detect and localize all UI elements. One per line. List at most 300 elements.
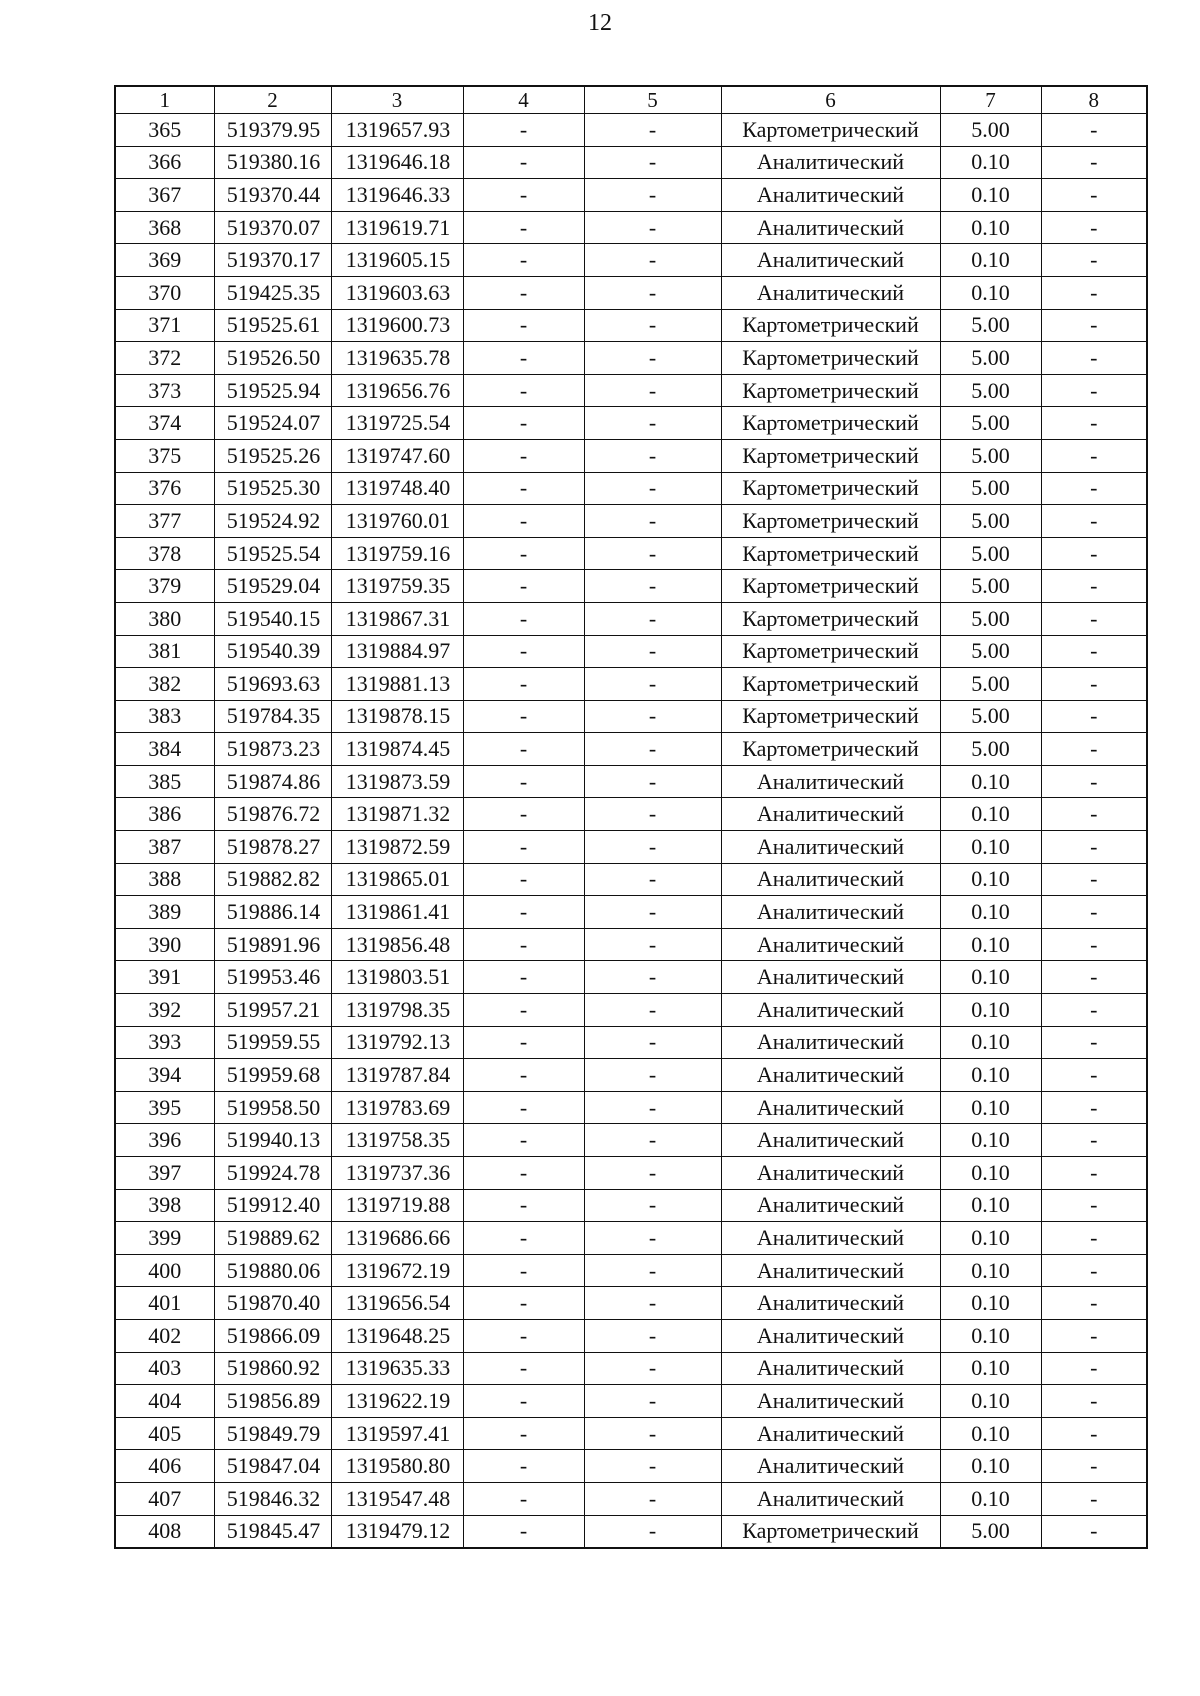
column-header: 3 xyxy=(331,86,463,114)
x-coordinate-cell: 519847.04 xyxy=(214,1450,331,1483)
y-coordinate-cell: 1319747.60 xyxy=(331,439,463,472)
col8-cell: - xyxy=(1041,1091,1147,1124)
x-coordinate-cell: 519953.46 xyxy=(214,961,331,994)
table-row xyxy=(115,1189,1147,1222)
y-coordinate-cell: 1319737.36 xyxy=(331,1157,463,1190)
method-cell: Аналитический xyxy=(721,1254,940,1287)
col8-cell: - xyxy=(1041,994,1147,1027)
accuracy-cell: 0.10 xyxy=(940,179,1041,212)
y-coordinate-cell: 1319803.51 xyxy=(331,961,463,994)
method-cell: Аналитический xyxy=(721,1026,940,1059)
col8-cell: - xyxy=(1041,1026,1147,1059)
accuracy-cell: 0.10 xyxy=(940,1157,1041,1190)
point-number-cell: 367 xyxy=(115,179,214,212)
x-coordinate-cell: 519525.26 xyxy=(214,439,331,472)
col8-cell: - xyxy=(1041,439,1147,472)
col5-cell: - xyxy=(584,342,721,375)
col5-cell: - xyxy=(584,1417,721,1450)
col8-cell: - xyxy=(1041,1059,1147,1092)
col4-cell: - xyxy=(463,831,584,864)
point-number-cell: 390 xyxy=(115,928,214,961)
x-coordinate-cell: 519425.35 xyxy=(214,276,331,309)
method-cell: Картометрический xyxy=(721,1515,940,1548)
y-coordinate-cell: 1319873.59 xyxy=(331,765,463,798)
x-coordinate-cell: 519959.68 xyxy=(214,1059,331,1092)
col4-cell: - xyxy=(463,635,584,668)
method-cell: Аналитический xyxy=(721,1157,940,1190)
x-coordinate-cell: 519959.55 xyxy=(214,1026,331,1059)
method-cell: Аналитический xyxy=(721,863,940,896)
col5-cell: - xyxy=(584,1189,721,1222)
accuracy-cell: 5.00 xyxy=(940,570,1041,603)
method-cell: Картометрический xyxy=(721,342,940,375)
col5-cell: - xyxy=(584,146,721,179)
y-coordinate-cell: 1319878.15 xyxy=(331,700,463,733)
method-cell: Аналитический xyxy=(721,1222,940,1255)
col4-cell: - xyxy=(463,961,584,994)
col4-cell: - xyxy=(463,1124,584,1157)
col5-cell: - xyxy=(584,1059,721,1092)
column-header: 4 xyxy=(463,86,584,114)
y-coordinate-cell: 1319635.33 xyxy=(331,1352,463,1385)
point-number-cell: 369 xyxy=(115,244,214,277)
col5-cell: - xyxy=(584,733,721,766)
col5-cell: - xyxy=(584,374,721,407)
table-row xyxy=(115,1254,1147,1287)
col4-cell: - xyxy=(463,896,584,929)
accuracy-cell: 0.10 xyxy=(940,994,1041,1027)
method-cell: Аналитический xyxy=(721,1091,940,1124)
col8-cell: - xyxy=(1041,276,1147,309)
col4-cell: - xyxy=(463,1515,584,1548)
point-number-cell: 384 xyxy=(115,733,214,766)
col8-cell: - xyxy=(1041,733,1147,766)
table-row xyxy=(115,472,1147,505)
table-row xyxy=(115,896,1147,929)
x-coordinate-cell: 519873.23 xyxy=(214,733,331,766)
accuracy-cell: 0.10 xyxy=(940,1482,1041,1515)
table-row xyxy=(115,342,1147,375)
col4-cell: - xyxy=(463,765,584,798)
y-coordinate-cell: 1319603.63 xyxy=(331,276,463,309)
accuracy-cell: 0.10 xyxy=(940,1189,1041,1222)
col5-cell: - xyxy=(584,765,721,798)
table-row xyxy=(115,863,1147,896)
y-coordinate-cell: 1319597.41 xyxy=(331,1417,463,1450)
col5-cell: - xyxy=(584,1254,721,1287)
point-number-cell: 373 xyxy=(115,374,214,407)
y-coordinate-cell: 1319725.54 xyxy=(331,407,463,440)
table-row xyxy=(115,146,1147,179)
x-coordinate-cell: 519846.32 xyxy=(214,1482,331,1515)
col4-cell: - xyxy=(463,1059,584,1092)
col8-cell: - xyxy=(1041,765,1147,798)
x-coordinate-cell: 519891.96 xyxy=(214,928,331,961)
table-row xyxy=(115,635,1147,668)
table-row xyxy=(115,1287,1147,1320)
accuracy-cell: 5.00 xyxy=(940,700,1041,733)
table-row xyxy=(115,961,1147,994)
col5-cell: - xyxy=(584,896,721,929)
col4-cell: - xyxy=(463,1482,584,1515)
table-row xyxy=(115,1222,1147,1255)
point-number-cell: 398 xyxy=(115,1189,214,1222)
col4-cell: - xyxy=(463,798,584,831)
x-coordinate-cell: 519940.13 xyxy=(214,1124,331,1157)
col4-cell: - xyxy=(463,668,584,701)
method-cell: Картометрический xyxy=(721,407,940,440)
accuracy-cell: 5.00 xyxy=(940,1515,1041,1548)
accuracy-cell: 5.00 xyxy=(940,505,1041,538)
col5-cell: - xyxy=(584,1091,721,1124)
method-cell: Картометрический xyxy=(721,733,940,766)
point-number-cell: 391 xyxy=(115,961,214,994)
col5-cell: - xyxy=(584,994,721,1027)
column-header: 6 xyxy=(721,86,940,114)
x-coordinate-cell: 519540.15 xyxy=(214,602,331,635)
page-number: 12 xyxy=(588,10,612,36)
column-header: 2 xyxy=(214,86,331,114)
method-cell: Картометрический xyxy=(721,668,940,701)
col8-cell: - xyxy=(1041,179,1147,212)
col5-cell: - xyxy=(584,407,721,440)
y-coordinate-cell: 1319605.15 xyxy=(331,244,463,277)
method-cell: Картометрический xyxy=(721,472,940,505)
x-coordinate-cell: 519526.50 xyxy=(214,342,331,375)
col8-cell: - xyxy=(1041,211,1147,244)
x-coordinate-cell: 519524.07 xyxy=(214,407,331,440)
col4-cell: - xyxy=(463,1385,584,1418)
point-number-cell: 396 xyxy=(115,1124,214,1157)
x-coordinate-cell: 519370.07 xyxy=(214,211,331,244)
point-number-cell: 366 xyxy=(115,146,214,179)
y-coordinate-cell: 1319758.35 xyxy=(331,1124,463,1157)
col4-cell: - xyxy=(463,244,584,277)
col5-cell: - xyxy=(584,1157,721,1190)
y-coordinate-cell: 1319646.18 xyxy=(331,146,463,179)
accuracy-cell: 0.10 xyxy=(940,244,1041,277)
col4-cell: - xyxy=(463,1417,584,1450)
accuracy-cell: 5.00 xyxy=(940,342,1041,375)
col5-cell: - xyxy=(584,1222,721,1255)
x-coordinate-cell: 519957.21 xyxy=(214,994,331,1027)
method-cell: Картометрический xyxy=(721,114,940,147)
x-coordinate-cell: 519886.14 xyxy=(214,896,331,929)
method-cell: Аналитический xyxy=(721,1385,940,1418)
method-cell: Аналитический xyxy=(721,1352,940,1385)
table-row xyxy=(115,1157,1147,1190)
method-cell: Картометрический xyxy=(721,309,940,342)
table-row xyxy=(115,1515,1147,1548)
table-row xyxy=(115,798,1147,831)
method-cell: Картометрический xyxy=(721,602,940,635)
y-coordinate-cell: 1319881.13 xyxy=(331,668,463,701)
point-number-cell: 380 xyxy=(115,602,214,635)
y-coordinate-cell: 1319867.31 xyxy=(331,602,463,635)
col5-cell: - xyxy=(584,1352,721,1385)
col4-cell: - xyxy=(463,537,584,570)
y-coordinate-cell: 1319798.35 xyxy=(331,994,463,1027)
col4-cell: - xyxy=(463,114,584,147)
table-row xyxy=(115,1450,1147,1483)
point-number-cell: 402 xyxy=(115,1319,214,1352)
col5-cell: - xyxy=(584,1287,721,1320)
y-coordinate-cell: 1319547.48 xyxy=(331,1482,463,1515)
x-coordinate-cell: 519370.44 xyxy=(214,179,331,212)
point-number-cell: 386 xyxy=(115,798,214,831)
col5-cell: - xyxy=(584,439,721,472)
col8-cell: - xyxy=(1041,1287,1147,1320)
y-coordinate-cell: 1319580.80 xyxy=(331,1450,463,1483)
point-number-cell: 389 xyxy=(115,896,214,929)
col8-cell: - xyxy=(1041,1157,1147,1190)
point-number-cell: 371 xyxy=(115,309,214,342)
col4-cell: - xyxy=(463,1157,584,1190)
point-number-cell: 403 xyxy=(115,1352,214,1385)
col4-cell: - xyxy=(463,342,584,375)
col8-cell: - xyxy=(1041,407,1147,440)
col5-cell: - xyxy=(584,211,721,244)
x-coordinate-cell: 519876.72 xyxy=(214,798,331,831)
column-header: 1 xyxy=(115,86,214,114)
table-body xyxy=(115,114,1147,1549)
y-coordinate-cell: 1319635.78 xyxy=(331,342,463,375)
x-coordinate-cell: 519882.82 xyxy=(214,863,331,896)
accuracy-cell: 5.00 xyxy=(940,374,1041,407)
x-coordinate-cell: 519856.89 xyxy=(214,1385,331,1418)
col8-cell: - xyxy=(1041,863,1147,896)
point-number-cell: 368 xyxy=(115,211,214,244)
accuracy-cell: 0.10 xyxy=(940,798,1041,831)
col5-cell: - xyxy=(584,570,721,603)
table-row xyxy=(115,537,1147,570)
table-row xyxy=(115,439,1147,472)
col4-cell: - xyxy=(463,407,584,440)
table-row xyxy=(115,700,1147,733)
col8-cell: - xyxy=(1041,472,1147,505)
method-cell: Аналитический xyxy=(721,928,940,961)
table-row xyxy=(115,1091,1147,1124)
col5-cell: - xyxy=(584,244,721,277)
col8-cell: - xyxy=(1041,896,1147,929)
col8-cell: - xyxy=(1041,537,1147,570)
col4-cell: - xyxy=(463,179,584,212)
accuracy-cell: 0.10 xyxy=(940,1450,1041,1483)
method-cell: Картометрический xyxy=(721,505,940,538)
col8-cell: - xyxy=(1041,146,1147,179)
point-number-cell: 392 xyxy=(115,994,214,1027)
accuracy-cell: 5.00 xyxy=(940,537,1041,570)
col5-cell: - xyxy=(584,309,721,342)
col8-cell: - xyxy=(1041,1222,1147,1255)
col5-cell: - xyxy=(584,700,721,733)
col5-cell: - xyxy=(584,114,721,147)
table-row xyxy=(115,1417,1147,1450)
col5-cell: - xyxy=(584,863,721,896)
point-number-cell: 383 xyxy=(115,700,214,733)
x-coordinate-cell: 519958.50 xyxy=(214,1091,331,1124)
method-cell: Аналитический xyxy=(721,896,940,929)
accuracy-cell: 0.10 xyxy=(940,1222,1041,1255)
col8-cell: - xyxy=(1041,635,1147,668)
method-cell: Картометрический xyxy=(721,537,940,570)
col5-cell: - xyxy=(584,798,721,831)
accuracy-cell: 0.10 xyxy=(940,1091,1041,1124)
y-coordinate-cell: 1319792.13 xyxy=(331,1026,463,1059)
col4-cell: - xyxy=(463,439,584,472)
col4-cell: - xyxy=(463,928,584,961)
table-row xyxy=(115,831,1147,864)
y-coordinate-cell: 1319748.40 xyxy=(331,472,463,505)
col8-cell: - xyxy=(1041,342,1147,375)
col8-cell: - xyxy=(1041,570,1147,603)
method-cell: Аналитический xyxy=(721,1189,940,1222)
x-coordinate-cell: 519889.62 xyxy=(214,1222,331,1255)
y-coordinate-cell: 1319760.01 xyxy=(331,505,463,538)
table-row xyxy=(115,570,1147,603)
col8-cell: - xyxy=(1041,668,1147,701)
accuracy-cell: 0.10 xyxy=(940,1385,1041,1418)
column-header: 5 xyxy=(584,86,721,114)
col5-cell: - xyxy=(584,1482,721,1515)
point-number-cell: 372 xyxy=(115,342,214,375)
y-coordinate-cell: 1319656.76 xyxy=(331,374,463,407)
table-row xyxy=(115,1482,1147,1515)
col5-cell: - xyxy=(584,1385,721,1418)
y-coordinate-cell: 1319861.41 xyxy=(331,896,463,929)
accuracy-cell: 0.10 xyxy=(940,1417,1041,1450)
y-coordinate-cell: 1319646.33 xyxy=(331,179,463,212)
y-coordinate-cell: 1319884.97 xyxy=(331,635,463,668)
col5-cell: - xyxy=(584,831,721,864)
accuracy-cell: 5.00 xyxy=(940,114,1041,147)
y-coordinate-cell: 1319672.19 xyxy=(331,1254,463,1287)
col4-cell: - xyxy=(463,1319,584,1352)
y-coordinate-cell: 1319759.35 xyxy=(331,570,463,603)
col8-cell: - xyxy=(1041,505,1147,538)
accuracy-cell: 5.00 xyxy=(940,309,1041,342)
accuracy-cell: 0.10 xyxy=(940,928,1041,961)
col5-cell: - xyxy=(584,1450,721,1483)
col5-cell: - xyxy=(584,505,721,538)
table-row xyxy=(115,1059,1147,1092)
point-number-cell: 399 xyxy=(115,1222,214,1255)
accuracy-cell: 0.10 xyxy=(940,863,1041,896)
x-coordinate-cell: 519866.09 xyxy=(214,1319,331,1352)
method-cell: Аналитический xyxy=(721,765,940,798)
point-number-cell: 406 xyxy=(115,1450,214,1483)
x-coordinate-cell: 519529.04 xyxy=(214,570,331,603)
accuracy-cell: 0.10 xyxy=(940,1352,1041,1385)
accuracy-cell: 0.10 xyxy=(940,896,1041,929)
x-coordinate-cell: 519784.35 xyxy=(214,700,331,733)
point-number-cell: 400 xyxy=(115,1254,214,1287)
col4-cell: - xyxy=(463,374,584,407)
table-row xyxy=(115,668,1147,701)
point-number-cell: 408 xyxy=(115,1515,214,1548)
y-coordinate-cell: 1319686.66 xyxy=(331,1222,463,1255)
table-row xyxy=(115,114,1147,147)
x-coordinate-cell: 519880.06 xyxy=(214,1254,331,1287)
col4-cell: - xyxy=(463,994,584,1027)
table-row xyxy=(115,602,1147,635)
col4-cell: - xyxy=(463,1450,584,1483)
method-cell: Аналитический xyxy=(721,1482,940,1515)
col5-cell: - xyxy=(584,928,721,961)
point-number-cell: 397 xyxy=(115,1157,214,1190)
accuracy-cell: 5.00 xyxy=(940,407,1041,440)
point-number-cell: 365 xyxy=(115,114,214,147)
method-cell: Картометрический xyxy=(721,439,940,472)
col8-cell: - xyxy=(1041,700,1147,733)
col8-cell: - xyxy=(1041,961,1147,994)
y-coordinate-cell: 1319865.01 xyxy=(331,863,463,896)
accuracy-cell: 0.10 xyxy=(940,831,1041,864)
point-number-cell: 388 xyxy=(115,863,214,896)
x-coordinate-cell: 519849.79 xyxy=(214,1417,331,1450)
accuracy-cell: 5.00 xyxy=(940,602,1041,635)
table-row xyxy=(115,1385,1147,1418)
col4-cell: - xyxy=(463,863,584,896)
accuracy-cell: 0.10 xyxy=(940,1287,1041,1320)
x-coordinate-cell: 519525.54 xyxy=(214,537,331,570)
coordinates-table xyxy=(114,85,1148,1549)
method-cell: Аналитический xyxy=(721,1124,940,1157)
col4-cell: - xyxy=(463,276,584,309)
point-number-cell: 393 xyxy=(115,1026,214,1059)
y-coordinate-cell: 1319648.25 xyxy=(331,1319,463,1352)
col5-cell: - xyxy=(584,1319,721,1352)
col5-cell: - xyxy=(584,1515,721,1548)
table-row xyxy=(115,407,1147,440)
col8-cell: - xyxy=(1041,244,1147,277)
table-row xyxy=(115,1026,1147,1059)
method-cell: Аналитический xyxy=(721,211,940,244)
point-number-cell: 394 xyxy=(115,1059,214,1092)
col4-cell: - xyxy=(463,505,584,538)
accuracy-cell: 5.00 xyxy=(940,439,1041,472)
column-header: 7 xyxy=(940,86,1041,114)
x-coordinate-cell: 519878.27 xyxy=(214,831,331,864)
col8-cell: - xyxy=(1041,1385,1147,1418)
accuracy-cell: 0.10 xyxy=(940,765,1041,798)
method-cell: Аналитический xyxy=(721,1059,940,1092)
col8-cell: - xyxy=(1041,1254,1147,1287)
col4-cell: - xyxy=(463,309,584,342)
point-number-cell: 370 xyxy=(115,276,214,309)
col8-cell: - xyxy=(1041,831,1147,864)
accuracy-cell: 0.10 xyxy=(940,1319,1041,1352)
method-cell: Аналитический xyxy=(721,798,940,831)
col4-cell: - xyxy=(463,1254,584,1287)
point-number-cell: 382 xyxy=(115,668,214,701)
method-cell: Аналитический xyxy=(721,276,940,309)
col8-cell: - xyxy=(1041,114,1147,147)
accuracy-cell: 0.10 xyxy=(940,1059,1041,1092)
accuracy-cell: 5.00 xyxy=(940,733,1041,766)
accuracy-cell: 0.10 xyxy=(940,146,1041,179)
method-cell: Картометрический xyxy=(721,700,940,733)
y-coordinate-cell: 1319759.16 xyxy=(331,537,463,570)
y-coordinate-cell: 1319622.19 xyxy=(331,1385,463,1418)
y-coordinate-cell: 1319600.73 xyxy=(331,309,463,342)
x-coordinate-cell: 519525.30 xyxy=(214,472,331,505)
col5-cell: - xyxy=(584,179,721,212)
accuracy-cell: 0.10 xyxy=(940,1124,1041,1157)
col8-cell: - xyxy=(1041,928,1147,961)
method-cell: Картометрический xyxy=(721,635,940,668)
y-coordinate-cell: 1319787.84 xyxy=(331,1059,463,1092)
